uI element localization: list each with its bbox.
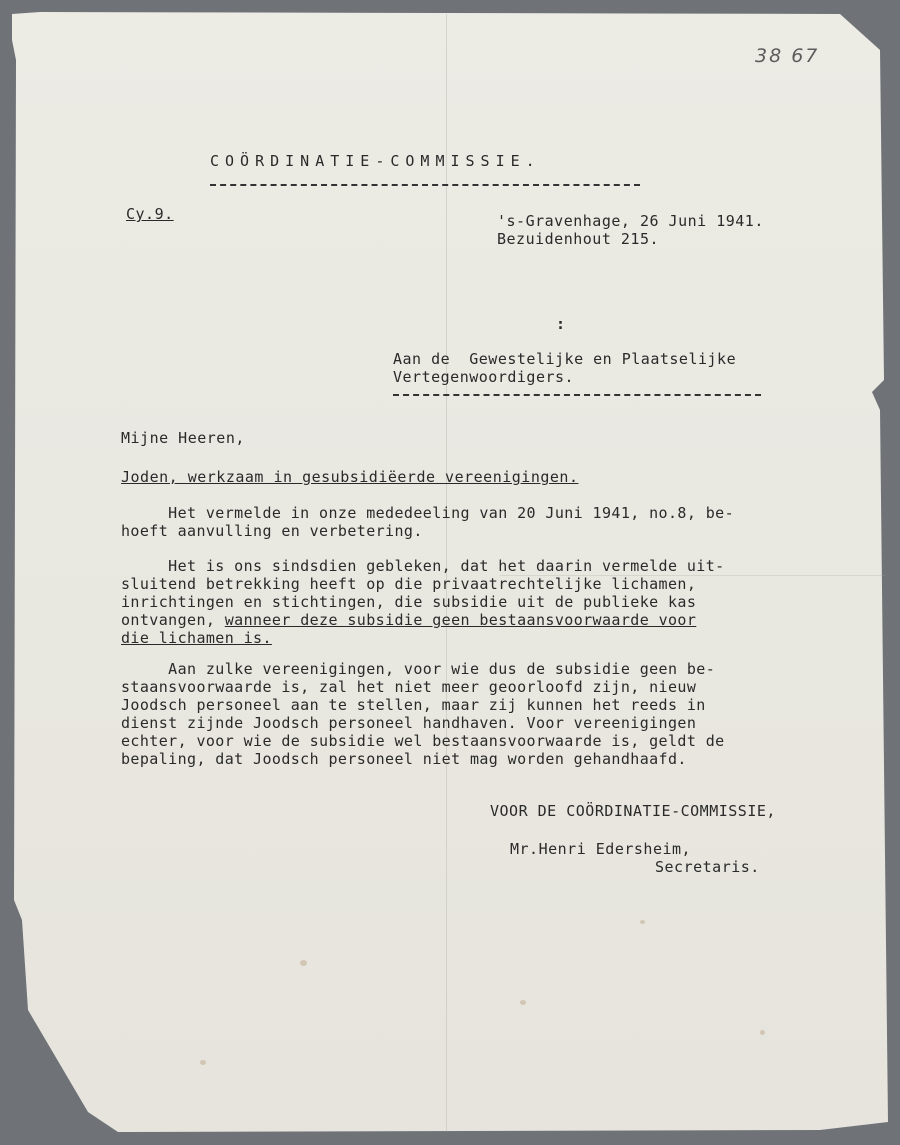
signature-organization: VOOR DE COÖRDINATIE-COMMISSIE, — [490, 802, 776, 820]
paragraph-1 — [121, 504, 734, 540]
signatory-name: Mr.Henri Edersheim, — [510, 840, 692, 858]
paragraph-1-line: Het vermelde in onze mededeeling van 20 Juni 1941, no.8, be- — [121, 504, 734, 522]
letterhead-title: COÖRDINATIE-COMMISSIE. — [210, 152, 541, 170]
signatory-role: Secretaris. — [655, 858, 760, 876]
paragraph-3-line: bepaling, dat Joodsch personeel niet mag worden gehandhaafd. — [121, 750, 687, 768]
paragraph-3-line: staansvoorwaarde is, zal het niet meer geoorloofd zijn, nieuw — [121, 678, 697, 696]
stain-spot — [760, 1030, 765, 1035]
paragraph-2-line: Het is ons sindsdien gebleken, dat het daarin vermelde uit- — [121, 557, 725, 575]
recipient-rule — [393, 394, 761, 396]
paragraph-2-line: sluitend betrekking heeft op die privaatrechtelijke lichamen, — [121, 575, 697, 593]
salutation: Mijne Heeren, — [121, 429, 245, 447]
recipient-line-1: Aan de Gewestelijke en Plaatselijke — [393, 350, 737, 368]
archive-number: 38 67 — [755, 45, 820, 67]
colon-mark: : — [556, 315, 566, 333]
paragraph-3-line: echter, voor wie de subsidie wel bestaansvoorwaarde is, geldt de — [121, 732, 725, 750]
stain-spot — [300, 960, 307, 966]
paragraph-2 — [121, 557, 725, 647]
emphasis-underline: wanneer deze subsidie geen bestaansvoorwaarde voor — [224, 611, 697, 629]
subject-line: Joden, werkzaam in gesubsidiëerde vereenigingen. — [121, 468, 579, 486]
paragraph-2-line: ontvangen, — [121, 611, 225, 629]
emphasis-underline: die lichamen is. — [121, 629, 272, 647]
stain-spot — [200, 1060, 206, 1065]
sender-address: Bezuidenhout 215. — [497, 230, 660, 248]
paragraph-3-line: Joodsch personeel aan te stellen, maar zij kunnen het reeds in — [121, 696, 706, 714]
place-date: 's-Gravenhage, 26 Juni 1941. — [497, 212, 764, 230]
stain-spot — [640, 920, 645, 924]
letterhead-rule — [210, 184, 640, 186]
paragraph-2-line: inrichtingen en stichtingen, die subsidie uit de publieke kas — [121, 593, 697, 611]
paragraph-3 — [121, 660, 725, 768]
paragraph-3-line: Aan zulke vereenigingen, voor wie dus de subsidie geen be- — [121, 660, 716, 678]
stain-spot — [520, 1000, 526, 1005]
recipient-line-2: Vertegenwoordigers. — [393, 368, 575, 386]
reference-code: Cy.9. — [126, 205, 174, 223]
paragraph-3-line: dienst zijnde Joodsch personeel handhaven. Voor vereenigingen — [121, 714, 697, 732]
paragraph-1-line: hoeft aanvulling en verbetering. — [121, 522, 423, 540]
